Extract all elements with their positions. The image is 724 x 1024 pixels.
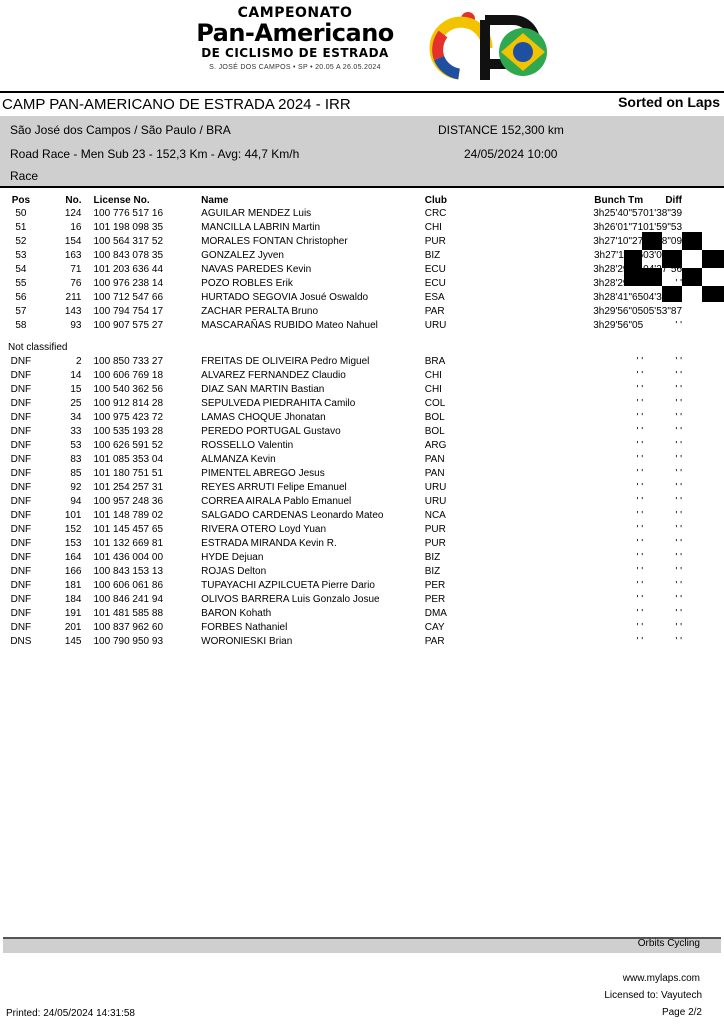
cell-no: 211 [65,292,82,303]
cell-license: 101 436 004 00 [93,552,164,563]
table-row [0,383,724,397]
cell-no: 145 [64,636,82,647]
cell-club: PER [424,580,446,591]
cell-pos: DNF [10,384,32,395]
cell-bunch: 3h28'29"74 [593,278,644,289]
table-row [0,277,724,291]
cell-pos: 53 [15,250,27,261]
table-row [0,397,724,411]
col-pos: Pos [11,195,31,206]
footer-printed: Printed: 24/05/2024 14:31:58 [6,1008,135,1019]
cell-license: 100 843 153 13 [93,566,164,577]
cell-club: PUR [424,538,446,549]
cell-no: 124 [64,208,82,219]
cell-no: 184 [64,594,82,605]
cell-club: COL [424,398,446,409]
cell-pos: DNF [10,426,32,437]
cell-club: NCA [424,510,446,521]
cell-bunch: ' ' [636,384,644,395]
cell-license: 100 850 733 27 [93,356,164,367]
cell-bunch: ' ' [636,552,644,563]
cell-no: 53 [70,440,82,451]
classified-rows [0,207,724,333]
cell-diff: 05'53"87 [643,306,682,317]
cell-name: PEREDO PORTUGAL Gustavo [201,426,341,437]
cell-diff: 03'08"09 [643,236,682,247]
cell-name: FORBES Nathaniel [201,622,288,633]
cell-club: ESA [424,292,445,303]
cell-bunch: 3h27'11"96 [593,250,644,261]
cell-bunch: 3h28'29"74 [593,264,644,275]
cell-diff: ' ' [675,454,682,465]
cell-diff: ' ' [675,636,682,647]
cell-club: URU [424,320,447,331]
cell-diff: ' ' [675,538,682,549]
cell-name: ALMANZA Kevin [201,454,276,465]
table-row [0,481,724,495]
cell-bunch: 3h26'01"71 [593,222,644,233]
cell-no: 25 [70,398,82,409]
cell-pos: 54 [15,264,27,275]
race-info-band [0,116,724,186]
cell-name: CORREA AIRALA Pablo Emanuel [201,496,352,507]
cell-club: PUR [424,524,446,535]
cell-pos: 55 [15,278,27,289]
cell-name: HURTADO SEGOVIA Josué Oswaldo [201,292,369,303]
col-no: No. [65,195,82,206]
cell-bunch: ' ' [636,440,644,451]
cell-club: PAN [424,468,445,479]
cell-name: ROSSELLO Valentin [201,440,294,451]
cell-club: PAN [424,454,445,465]
table-row [0,551,724,565]
document-title: CAMP PAN-AMERICANO DE ESTRADA 2024 - IRR [2,96,351,113]
cell-club: CRC [424,208,447,219]
table-row [0,319,724,333]
cell-license: 100 957 248 36 [93,496,164,507]
sort-label: Sorted on Laps [618,94,720,110]
cell-bunch: ' ' [636,594,644,605]
cell-club: ECU [424,278,446,289]
cell-name: LAMAS CHOQUE Jhonatan [201,412,326,423]
cell-diff: ' ' [675,496,682,507]
cell-license: 100 790 950 93 [93,636,164,647]
cell-pos: DNF [10,496,32,507]
cell-no: 85 [70,468,82,479]
cell-diff: 04'39"47 [643,292,682,303]
cell-no: 33 [70,426,82,437]
cell-license: 101 132 669 81 [93,538,164,549]
table-header-row [0,194,724,207]
cell-bunch: ' ' [636,398,644,409]
cell-license: 100 912 814 28 [93,398,164,409]
logo-text [170,6,420,71]
cell-bunch: 3h29'56"05 [593,306,644,317]
cell-diff: ' ' [675,398,682,409]
table-row [0,495,724,509]
cell-diff: ' ' [675,524,682,535]
cell-name: OLIVOS BARRERA Luis Gonzalo Josue [201,594,380,605]
cell-license: 100 535 193 28 [93,426,164,437]
cell-name: MORALES FONTAN Christopher [201,236,348,247]
table-row [0,249,724,263]
col-name: Name [201,195,229,206]
col-bunch: Bunch Tm [594,195,644,206]
cell-diff: ' ' [675,384,682,395]
cell-no: 164 [64,552,82,563]
cell-club: PAR [424,306,445,317]
table-row [0,565,724,579]
cell-club: CHI [424,384,442,395]
table-row [0,411,724,425]
cell-license: 100 843 078 35 [93,250,164,261]
cell-diff: ' ' [675,426,682,437]
logo-line3: DE CICLISMO DE ESTRADA [201,46,389,60]
cell-no: 191 [64,608,82,619]
cell-no: 181 [64,580,82,591]
table-row [0,453,724,467]
cell-bunch: ' ' [636,454,644,465]
cell-pos: DNF [10,524,32,535]
cell-club: PUR [424,236,446,247]
cell-no: 16 [70,222,82,233]
cell-no: 153 [64,538,82,549]
cell-bunch: 3h27'10"27 [593,236,644,247]
cell-no: 143 [64,306,82,317]
cell-pos: 50 [15,208,27,219]
cell-name: WORONIESKI Brian [201,636,293,647]
cell-bunch: ' ' [636,636,644,647]
cell-bunch: ' ' [636,566,644,577]
cell-bunch: ' ' [636,412,644,423]
cell-pos: 51 [15,222,27,233]
table-row [0,579,724,593]
table-row [0,369,724,383]
logo-line1: CAMPEONATO [237,5,353,21]
cell-bunch: ' ' [636,580,644,591]
cell-name: ALVAREZ FERNANDEZ Claudio [201,370,346,381]
not-classified-section [0,333,724,355]
cell-no: 2 [75,356,82,367]
cell-name: PIMENTEL ABREGO Jesus [201,468,325,479]
table-row [0,235,724,249]
table-row [0,593,724,607]
cell-license: 101 198 098 35 [93,222,164,233]
cell-diff: ' ' [675,278,682,289]
cell-pos: DNF [10,538,32,549]
cell-name: RIVERA OTERO Loyd Yuan [201,524,327,535]
race-location: São José dos Campos / São Paulo / BRA [10,123,231,137]
cell-bunch: 3h29'56"05 [593,320,644,331]
cell-license: 100 712 547 66 [93,292,164,303]
cell-bunch: ' ' [636,510,644,521]
cell-bunch: 3h25'40"57 [593,208,644,219]
cell-diff: ' ' [675,482,682,493]
cell-diff: ' ' [675,370,682,381]
cell-club: ECU [424,264,446,275]
table-row [0,221,724,235]
cell-license: 100 540 362 56 [93,384,164,395]
cell-name: FREITAS DE OLIVEIRA Pedro Miguel [201,356,370,367]
cell-license: 100 606 061 86 [93,580,164,591]
cell-license: 101 203 636 44 [93,264,164,275]
cell-diff: 01'38"39 [643,208,682,219]
footer-bar [3,937,721,953]
cell-club: CAY [424,622,445,633]
col-club: Club [424,195,447,206]
cell-pos: DNF [10,370,32,381]
race-datetime: 24/05/2024 10:00 [464,147,558,161]
table-row [0,263,724,277]
logo-line4: S. JOSÉ DOS CAMPOS • SP • 20.05 A 26.05.2024 [209,64,381,71]
cell-pos: 56 [15,292,27,303]
table-row [0,355,724,369]
cell-diff: ' ' [675,580,682,591]
cell-club: CHI [424,370,442,381]
cell-diff: ' ' [675,440,682,451]
cell-license: 100 626 591 52 [93,440,164,451]
cell-club: CHI [424,222,442,233]
table-row [0,509,724,523]
cell-no: 83 [70,454,82,465]
cell-bunch: ' ' [636,608,644,619]
cell-no: 76 [70,278,82,289]
table-row [0,635,724,649]
cell-no: 201 [64,622,82,633]
race-event: Road Race - Men Sub 23 - 152,3 Km - Avg: 44,7 Km/h [10,147,300,161]
cell-diff: ' ' [675,510,682,521]
cell-license: 101 145 457 65 [93,524,164,535]
cell-bunch: ' ' [636,356,644,367]
cell-pos: DNF [10,580,32,591]
cell-no: 152 [64,524,82,535]
cell-club: PER [424,594,446,605]
cell-no: 163 [64,250,82,261]
cell-name: ROJAS Delton [201,566,267,577]
cell-name: GONZALEZ Jyven [201,250,284,261]
cell-bunch: ' ' [636,426,644,437]
cell-diff: 04'27"56 [643,264,682,275]
cell-bunch: ' ' [636,538,644,549]
cell-club: BIZ [424,250,441,261]
cell-diff: 03'09"78 [643,250,682,261]
cell-club: URU [424,496,447,507]
cell-bunch: 3h28'41"65 [593,292,644,303]
cell-bunch: ' ' [636,370,644,381]
cell-diff: ' ' [675,608,682,619]
cell-diff: ' ' [675,566,682,577]
cell-diff: ' ' [675,622,682,633]
cell-license: 100 975 423 72 [93,412,164,423]
cell-pos: DNF [10,398,32,409]
cell-club: BOL [424,426,445,437]
cell-name: REYES ARRUTI Felipe Emanuel [201,482,347,493]
footer-licensed: Licensed to: Vayutech [604,990,702,1001]
cell-pos: 57 [15,306,27,317]
cell-diff: 01'59"53 [643,222,682,233]
race-distance: DISTANCE 152,300 km [438,123,564,137]
cell-no: 154 [64,236,82,247]
cell-club: BRA [424,356,446,367]
cell-club: PAR [424,636,445,647]
cell-pos: 58 [15,320,27,331]
logo-emblem-icon [425,6,555,82]
race-type: Race [10,169,39,183]
cell-name: ESTRADA MIRANDA Kevin R. [201,538,337,549]
cell-license: 100 846 241 94 [93,594,164,605]
cell-license: 101 481 585 88 [93,608,164,619]
cell-club: ARG [424,440,447,451]
cell-pos: DNF [10,454,32,465]
cell-pos: DNF [10,356,32,367]
cell-no: 14 [70,370,82,381]
band-rule [0,186,724,188]
cell-bunch: ' ' [636,524,644,535]
cell-no: 92 [70,482,82,493]
cell-no: 71 [70,264,82,275]
table-row [0,425,724,439]
cell-license: 100 776 517 16 [93,208,164,219]
cell-club: BIZ [424,566,441,577]
table-row [0,467,724,481]
event-logo [170,6,560,82]
cell-license: 101 180 751 51 [93,468,164,479]
cell-pos: DNF [10,482,32,493]
cell-club: DMA [424,608,447,619]
cell-bunch: ' ' [636,622,644,633]
cell-pos: DNF [10,468,32,479]
cell-pos: DNF [10,552,32,563]
cell-license: 100 907 575 27 [93,320,164,331]
logo-line2: Pan-Americano [196,19,394,47]
cell-name: POZO ROBLES Erik [201,278,293,289]
cell-pos: DNF [10,510,32,521]
cell-diff: ' ' [675,412,682,423]
cell-diff: ' ' [675,320,682,331]
cell-no: 93 [70,320,82,331]
cell-name: DIAZ SAN MARTIN Bastian [201,384,325,395]
cell-license: 101 148 789 02 [93,510,164,521]
footer-orbits: Orbits Cycling [637,938,700,949]
table-row [0,607,724,621]
table-row [0,621,724,635]
cell-name: NAVAS PAREDES Kevin [201,264,312,275]
cell-no: 94 [70,496,82,507]
col-license: License No. [93,195,150,206]
not-classified-label: Not classified [8,342,68,353]
cell-name: MANCILLA LABRIN Martin [201,222,321,233]
cell-pos: DNF [10,594,32,605]
cell-pos: DNF [10,412,32,423]
cell-name: AGUILAR MENDEZ Luis [201,208,312,219]
cell-license: 100 837 962 60 [93,622,164,633]
cell-diff: ' ' [675,552,682,563]
cell-name: BARON Kohath [201,608,272,619]
cell-name: HYDE Dejuan [201,552,264,563]
cell-no: 101 [64,510,82,521]
cell-bunch: ' ' [636,482,644,493]
not-classified-rows [0,355,724,649]
cell-pos: DNF [10,608,32,619]
cell-license: 100 564 317 52 [93,236,164,247]
cell-bunch: ' ' [636,496,644,507]
cell-license: 101 085 353 04 [93,454,164,465]
cell-name: TUPAYACHI AZPILCUETA Pierre Dario [201,580,375,591]
cell-name: SALGADO CARDENAS Leonardo Mateo [201,510,384,521]
cell-pos: DNF [10,566,32,577]
cell-name: ZACHAR PERALTA Bruno [201,306,319,317]
cell-no: 166 [64,566,82,577]
table-row [0,305,724,319]
cell-name: MASCARAÑAS RUBIDO Mateo Nahuel [201,320,378,331]
cell-no: 15 [70,384,82,395]
cell-club: BOL [424,412,445,423]
table-row [0,439,724,453]
cell-pos: DNF [10,622,32,633]
cell-license: 101 254 257 31 [93,482,164,493]
cell-no: 34 [70,412,82,423]
cell-diff: ' ' [675,594,682,605]
cell-pos: 52 [15,236,27,247]
cell-pos: DNS [10,636,32,647]
footer-page: Page 2/2 [661,1007,702,1018]
cell-club: BIZ [424,552,441,563]
cell-bunch: ' ' [636,468,644,479]
table-row [0,291,724,305]
col-diff: Diff [665,195,682,206]
cell-pos: DNF [10,440,32,451]
cell-diff: ' ' [675,468,682,479]
table-row [0,537,724,551]
cell-club: URU [424,482,447,493]
cell-name: SEPULVEDA PIEDRAHITA Camilo [201,398,356,409]
table-row [0,207,724,221]
footer-site: www.mylaps.com [622,973,700,984]
header-rule [0,91,724,93]
cell-license: 100 606 769 18 [93,370,164,381]
table-row [0,523,724,537]
results-table [0,194,724,649]
cell-license: 100 794 754 17 [93,306,164,317]
cell-diff: ' ' [675,356,682,367]
cell-license: 100 976 238 14 [93,278,164,289]
